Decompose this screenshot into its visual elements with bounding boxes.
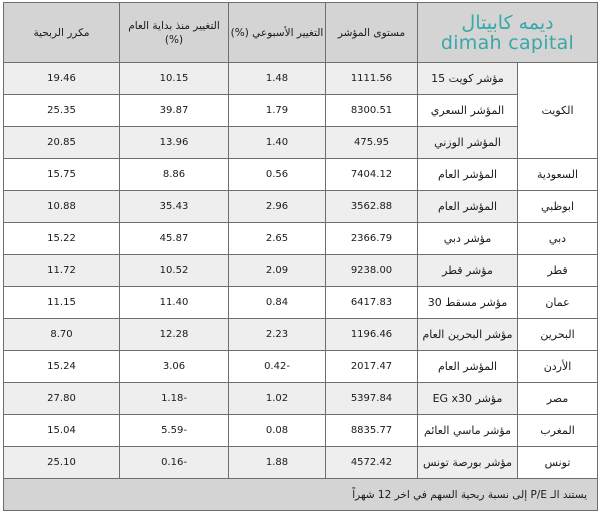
level-cell: 4572.42 [326, 447, 418, 479]
level-cell: 2366.79 [326, 223, 418, 255]
index-name-cell: مؤشر بورصة تونس [418, 447, 518, 479]
weekly-change-cell: 0.84 [229, 287, 326, 319]
header-pe-ratio: مكرر الربحية [4, 3, 120, 63]
dimah-capital-logo [418, 3, 597, 62]
level-cell: 2017.47 [326, 351, 418, 383]
index-name-cell: المؤشر الوزني [418, 127, 518, 159]
table-row [4, 351, 598, 383]
level-cell: 9238.00 [326, 255, 418, 287]
ytd-change-cell: 10.15 [120, 63, 229, 95]
ytd-change-cell: -5.59 [120, 415, 229, 447]
country-cell: تونس [518, 447, 598, 479]
weekly-change-cell: 2.96 [229, 191, 326, 223]
pe-cell: 8.70 [4, 319, 120, 351]
pe-cell: 25.10 [4, 447, 120, 479]
pe-cell: 11.72 [4, 255, 120, 287]
pe-cell: 15.75 [4, 159, 120, 191]
ytd-change-cell: 13.96 [120, 127, 229, 159]
weekly-change-cell: 0.56 [229, 159, 326, 191]
pe-cell: 15.22 [4, 223, 120, 255]
country-cell: البحرين [518, 319, 598, 351]
table-row [4, 415, 598, 447]
index-name-cell: المؤشر العام [418, 351, 518, 383]
index-name-cell: المؤشر السعري [418, 95, 518, 127]
country-cell: قطر [518, 255, 598, 287]
country-cell: السعودية [518, 159, 598, 191]
index-name-cell: المؤشر العام [418, 159, 518, 191]
header-weekly-change: التغيير الأسبوعي (%) [229, 3, 326, 63]
index-name-cell: مؤشر ماسي العائم [418, 415, 518, 447]
weekly-change-cell: 1.79 [229, 95, 326, 127]
pe-cell: 15.24 [4, 351, 120, 383]
level-cell: 1196.46 [326, 319, 418, 351]
footnote-row [4, 479, 598, 511]
header-index-level: مستوى المؤشر [326, 3, 418, 63]
ytd-change-cell: 39.87 [120, 95, 229, 127]
table-row [4, 319, 598, 351]
weekly-change-cell: 1.48 [229, 63, 326, 95]
pe-cell: 10.88 [4, 191, 120, 223]
index-name-cell: مؤشر كويت 15 [418, 63, 518, 95]
level-cell: 3562.88 [326, 191, 418, 223]
ytd-change-cell: 11.40 [120, 287, 229, 319]
pe-cell: 15.04 [4, 415, 120, 447]
weekly-change-cell: 1.88 [229, 447, 326, 479]
country-cell: عمان [518, 287, 598, 319]
table-row [4, 223, 598, 255]
table-row [4, 127, 598, 159]
level-cell: 8300.51 [326, 95, 418, 127]
country-cell: دبي [518, 223, 598, 255]
table-row [4, 191, 598, 223]
ytd-change-cell: 12.28 [120, 319, 229, 351]
level-cell: 5397.84 [326, 383, 418, 415]
ytd-change-cell: 3.06 [120, 351, 229, 383]
country-cell: الكويت [518, 63, 598, 159]
country-cell: المغرب [518, 415, 598, 447]
ytd-change-cell: 35.43 [120, 191, 229, 223]
table-row [4, 63, 598, 95]
index-name-cell: المؤشر العام [418, 191, 518, 223]
weekly-change-cell: 1.02 [229, 383, 326, 415]
ytd-change-cell: 45.87 [120, 223, 229, 255]
table-row [4, 159, 598, 191]
table-row [4, 95, 598, 127]
index-name-cell: مؤشر البحرين العام [418, 319, 518, 351]
weekly-change-cell: 2.65 [229, 223, 326, 255]
table-row [4, 383, 598, 415]
ytd-change-cell: 8.86 [120, 159, 229, 191]
level-cell: 1111.56 [326, 63, 418, 95]
weekly-change-cell: 2.09 [229, 255, 326, 287]
country-cell: ابوظبي [518, 191, 598, 223]
footnote-text: يستند الـ P/E إلى نسبة ربحية السهم في اخر 12 شهراً [4, 479, 598, 511]
pe-cell: 20.85 [4, 127, 120, 159]
table-row [4, 447, 598, 479]
country-cell: الأردن [518, 351, 598, 383]
index-name-cell: مؤشر مسقط 30 [418, 287, 518, 319]
country-cell: مصر [518, 383, 598, 415]
level-cell: 475.95 [326, 127, 418, 159]
ytd-change-cell: -0.16 [120, 447, 229, 479]
table-row [4, 287, 598, 319]
index-name-cell: مؤشر EG x30 [418, 383, 518, 415]
logo-arabic-text: ديمه كابيتال [461, 11, 554, 34]
ytd-change-cell: -1.18 [120, 383, 229, 415]
header-row [4, 3, 598, 63]
pe-cell: 25.35 [4, 95, 120, 127]
pe-cell: 11.15 [4, 287, 120, 319]
level-cell: 6417.83 [326, 287, 418, 319]
pe-cell: 19.46 [4, 63, 120, 95]
index-name-cell: مؤشر قطر [418, 255, 518, 287]
logo-english-text: dimah capital [440, 31, 575, 54]
index-name-cell: مؤشر دبي [418, 223, 518, 255]
market-indices-table [3, 2, 598, 511]
level-cell: 8835.77 [326, 415, 418, 447]
header-ytd-change: التغيير منذ بداية العام (%) [120, 3, 229, 63]
table-row [4, 255, 598, 287]
weekly-change-cell: 0.08 [229, 415, 326, 447]
weekly-change-cell: -0.42 [229, 351, 326, 383]
level-cell: 7404.12 [326, 159, 418, 191]
weekly-change-cell: 1.40 [229, 127, 326, 159]
pe-cell: 27.80 [4, 383, 120, 415]
logo-cell [418, 3, 598, 63]
weekly-change-cell: 2.23 [229, 319, 326, 351]
ytd-change-cell: 10.52 [120, 255, 229, 287]
